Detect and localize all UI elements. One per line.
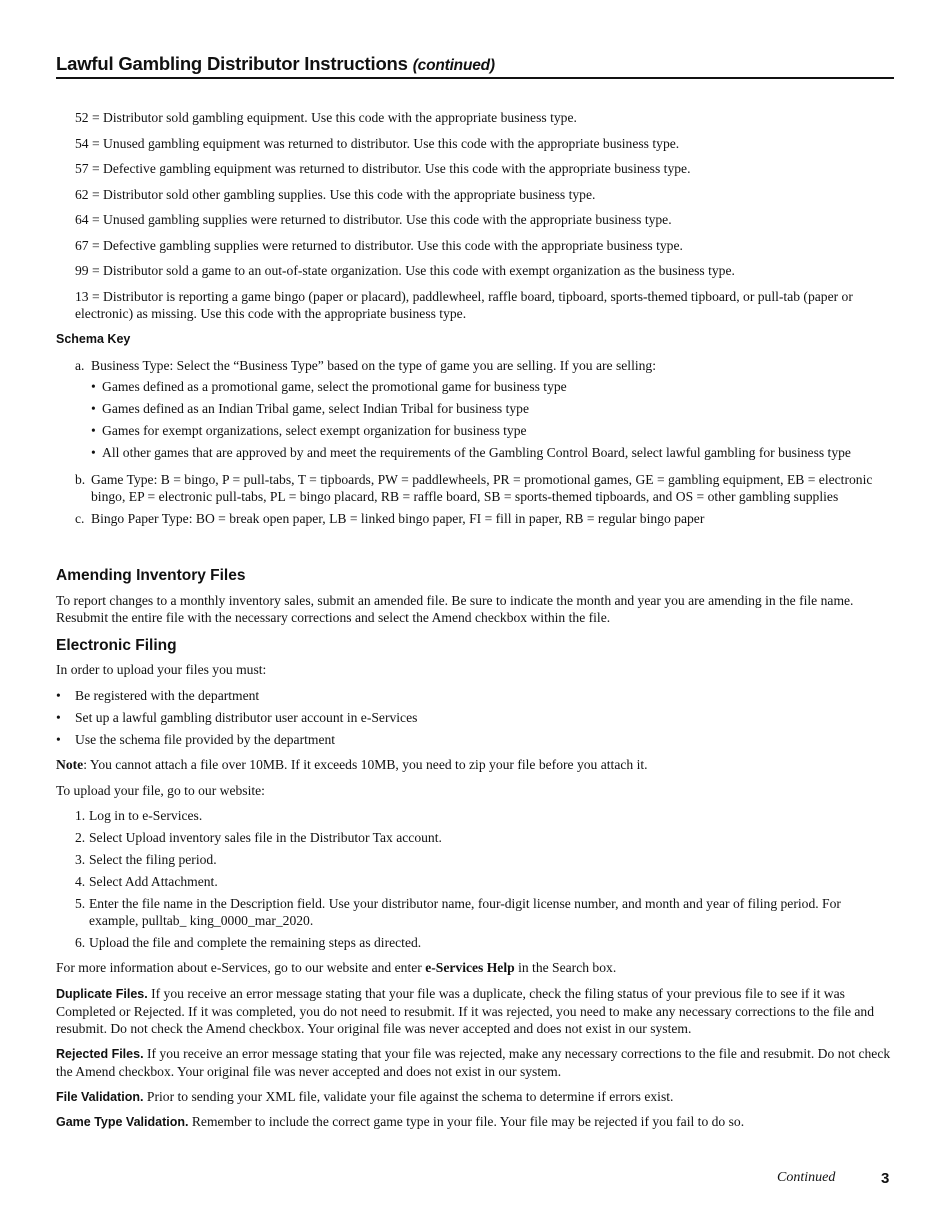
schema-key-heading: Schema Key	[56, 332, 131, 346]
page-number: 3	[881, 1170, 890, 1187]
footer-continued: Continued	[777, 1170, 836, 1185]
list-item	[75, 829, 893, 846]
step-text: Enter the file name in the Description field. Use your distributor name, four-digit license number, and month and year of filing period. For example, pulltab_ king_0000_mar_2020.	[89, 896, 841, 928]
game-type-validation-text: Remember to include the correct game type in your file. Your file may be rejected if you fail to do so.	[188, 1114, 745, 1129]
amending-text: To report changes to a monthly inventory sales, submit an amended file. Be sure to indicate the month and year you are amending in the file name. Resubmit the entire file with the necessary corrections and select the Amend checkbox within the file.	[56, 593, 854, 625]
requirement-text: Use the schema file provided by the department	[75, 732, 336, 747]
step-number: 3.	[75, 852, 86, 867]
list-item	[56, 731, 894, 748]
bullet-icon: •	[91, 423, 96, 438]
item-marker: c.	[75, 511, 85, 526]
list-item	[91, 422, 893, 439]
requirement-text: Be registered with the department	[75, 688, 260, 703]
note-paragraph	[56, 756, 894, 773]
item-marker: b.	[75, 472, 86, 487]
bullet-icon: •	[91, 445, 96, 460]
note-text: : You cannot attach a file over 10MB. If it exceeds 10MB, you need to zip your file before you attach it.	[83, 757, 648, 772]
step-number: 2.	[75, 830, 86, 845]
bullet-text: Games for exempt organizations, select exempt organization for business type	[102, 423, 527, 438]
step-text: Select Upload inventory sales file in the Distributor Tax account.	[89, 830, 442, 845]
bullet-icon: •	[91, 401, 96, 416]
bullet-text: Games defined as a promotional game, select the promotional game for business type	[102, 379, 567, 394]
step-text: Select Add Attachment.	[89, 874, 218, 889]
page-header	[56, 53, 894, 79]
list-item	[91, 378, 893, 395]
item-text: Game Type: B = bingo, P = pull-tabs, T = tipboards, PW = paddlewheels, PR = promotional games, GE = gambling equipment, EB = electronic bingo, EP = electronic pull-tabs, PL = bingo placard, RB = raffle board, SB = sports-themed tipboards, and OS = other gambling supplies	[91, 472, 873, 504]
duplicate-files-label: Duplicate Files.	[56, 987, 148, 1001]
rejected-files-label: Rejected Files.	[56, 1047, 144, 1061]
bullet-icon: •	[56, 688, 61, 703]
more-info-keyword: e-Services Help	[425, 960, 515, 975]
code-item: 99 = Distributor sold a game to an out-of-state organization. Use this code with exempt organization as the business type.	[75, 263, 735, 278]
more-info-paragraph	[56, 959, 894, 976]
upload-steps	[75, 807, 893, 956]
step-number: 4.	[75, 874, 86, 889]
list-item	[91, 400, 893, 417]
note-label: Note	[56, 757, 84, 772]
file-validation-text: Prior to sending your XML file, validate your file against the schema to determine if errors exist.	[143, 1089, 674, 1104]
more-info-text: in the Search box.	[514, 960, 617, 975]
list-item	[75, 807, 893, 824]
more-info-text: For more information about e-Services, go to our website and enter	[56, 960, 426, 975]
schema-key-list	[75, 357, 893, 532]
title-continued: (continued)	[412, 57, 495, 74]
list-item	[91, 444, 893, 461]
bullet-icon: •	[56, 710, 61, 725]
list-item	[56, 709, 894, 726]
game-type-validation-paragraph	[56, 1113, 894, 1131]
code-item: 57 = Defective gambling equipment was returned to distributor. Use this code with the appropriate business type.	[75, 161, 691, 176]
duplicate-files-text: If you receive an error message stating that your file was a duplicate, check the filing status of your previous file to see if it was Completed or Rejected. If it was completed, you do not need to resubmit. If it was rejected, you need to make any necessary corrections to the file and resubmit. Do not check the Amend checkbox. Your original file was never accepted and does not exist in our system.	[56, 986, 875, 1036]
code-list	[75, 109, 893, 330]
schema-item-business-type	[75, 357, 893, 466]
bullet-icon: •	[56, 732, 61, 747]
requirement-text: Set up a lawful gambling distributor user account in e-Services	[75, 710, 418, 725]
bullet-text: Games defined as an Indian Tribal game, select Indian Tribal for business type	[102, 401, 529, 416]
rejected-files-text: If you receive an error message stating that your file was rejected, make any necessary corrections to the file and resubmit. Do not check the Amend checkbox. Your original file was never accepted and does not exist in our system.	[56, 1046, 891, 1079]
bullet-text: All other games that are approved by and meet the requirements of the Gambling Control Board, select lawful gambling for business type	[102, 445, 851, 460]
list-item	[75, 895, 893, 929]
list-item	[75, 934, 893, 951]
bullet-icon: •	[91, 379, 96, 394]
title-text: Lawful Gambling Distributor Instructions	[56, 53, 408, 74]
code-item: 62 = Distributor sold other gambling supplies. Use this code with the appropriate business type.	[75, 186, 596, 202]
amending-heading: Amending Inventory Files	[56, 567, 246, 584]
code-item: 13 = Distributor is reporting a game bingo (paper or placard), paddlewheel, raffle board, tipboard, sports-themed tipboard, or pull-tab (paper or electronic) as missing. Use this code with the appropriate business type.	[75, 288, 853, 321]
item-body	[91, 357, 893, 466]
step-text: Select the filing period.	[89, 852, 217, 867]
step-text: Upload the file and complete the remaining steps as directed.	[89, 935, 422, 950]
item-text: Business Type: Select the “Business Type” based on the type of game you are selling. If you are selling:	[91, 358, 657, 373]
code-item: 54 = Unused gambling equipment was returned to distributor. Use this code with the appropriate business type.	[75, 135, 680, 151]
list-item	[56, 687, 894, 704]
step-number: 6.	[75, 935, 86, 950]
efiling-intro: In order to upload your files you must:	[56, 662, 267, 677]
item-text: Bingo Paper Type: BO = break open paper, LB = linked bingo paper, FI = fill in paper, RB = regular bingo paper	[91, 511, 705, 526]
step-number: 1.	[75, 808, 86, 823]
rejected-files-paragraph	[56, 1045, 894, 1080]
list-item	[75, 873, 893, 890]
amending-paragraph	[56, 592, 894, 626]
step-number: 5.	[75, 896, 86, 911]
game-type-validation-label: Game Type Validation.	[56, 1115, 189, 1129]
electronic-filing-heading: Electronic Filing	[56, 637, 177, 654]
code-item: 67 = Defective gambling supplies were returned to distributor. Use this code with the appropriate business type.	[75, 237, 683, 253]
duplicate-files-paragraph	[56, 985, 894, 1037]
item-marker: a.	[75, 358, 85, 373]
list-item	[75, 851, 893, 868]
upload-intro: To upload your file, go to our website:	[56, 783, 265, 798]
requirements-list	[56, 687, 894, 753]
schema-item-game-type	[75, 471, 893, 505]
schema-item-bingo-paper-type	[75, 510, 893, 527]
step-text: Log in to e-Services.	[89, 808, 203, 823]
file-validation-label: File Validation.	[56, 1090, 144, 1104]
page-title	[56, 53, 495, 74]
business-type-bullets	[91, 378, 893, 461]
code-item: 64 = Unused gambling supplies were returned to distributor. Use this code with the appropriate business type.	[75, 212, 672, 227]
code-item: 52 = Distributor sold gambling equipment. Use this code with the appropriate business type.	[75, 110, 577, 125]
file-validation-paragraph	[56, 1088, 894, 1106]
